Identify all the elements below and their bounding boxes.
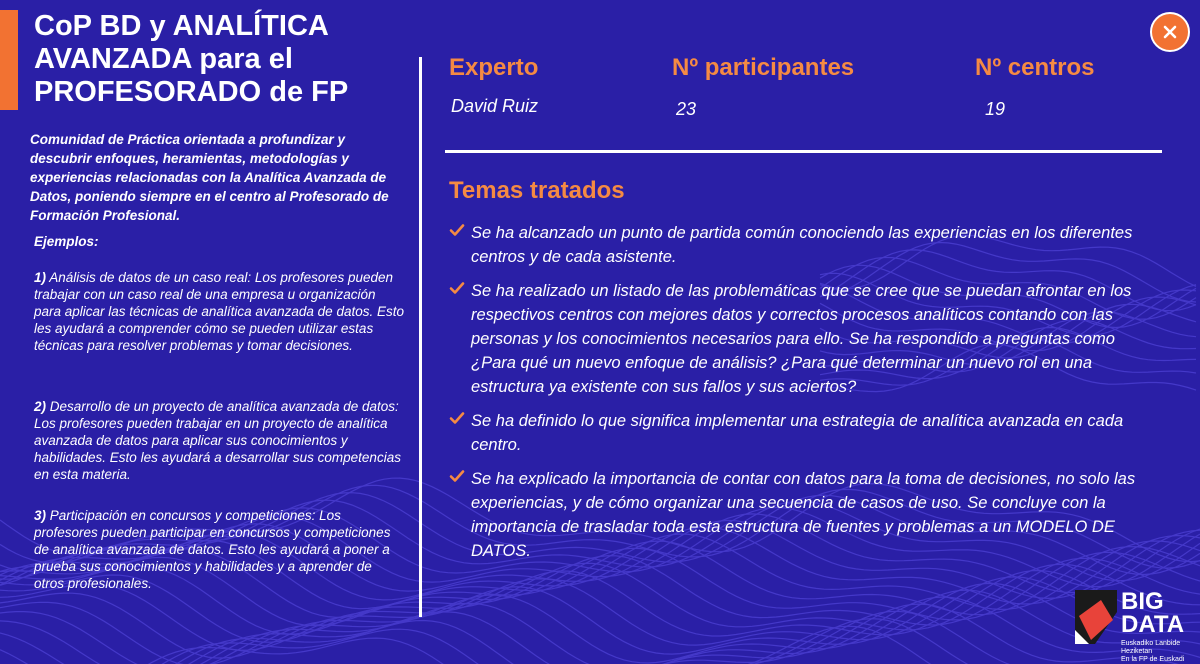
topic-item <box>449 279 1149 399</box>
example-text: Participación en concursos y competiciones: Los profesores pueden participar en concursos y competiciones de analítica avanzada de datos. Esto les ayudará a poner a prueba sus conocimientos y habilidades y a aprender de otros profesionales. <box>34 508 391 591</box>
page-title: CoP BD y ANALÍTICA AVANZADA para el PROFESORADO de FP <box>34 10 349 108</box>
logo-text: BIG DATA <box>1121 588 1185 638</box>
close-button[interactable] <box>1150 12 1190 52</box>
participants-value: 23 <box>676 99 697 119</box>
topic-text: Se ha realizado un listado de las problemáticas que se cree que se puedan afrontar en los respectivos centros con mejores datos y correctos procesos analíticos contando con las personas y los conocimientos necesarios para ello. Se ha respondido a preguntas como ¿Para qué un nuevo enfoque de análisis? ¿Para qué determinar un nuevo rol en una estructura ya existente con sus fallos y sus aciertos? <box>471 282 1132 396</box>
checkmark-icon <box>449 222 465 238</box>
centers-value: 19 <box>985 99 1006 119</box>
example-number: 2) <box>34 399 47 414</box>
example-number: 3) <box>34 508 47 523</box>
wave-line <box>0 619 1200 664</box>
example-text: Análisis de datos de un caso real: Los profesores pueden trabajar con un caso real de una empresa u organización para aplicar las técnicas de analítica avanzada de datos. Esto les ayudará a comprender cómo se pueden utilizar estas técnicas para resolver problemas y tomar decisiones. <box>34 270 404 353</box>
topic-text: Se ha alcanzado un punto de partida común conociendo las experiencias en los diferentes centros y de cada asistente. <box>471 224 1133 266</box>
expert-label: Experto <box>449 54 539 81</box>
close-icon <box>1162 24 1178 40</box>
checkmark-icon <box>449 280 465 296</box>
topic-item <box>449 467 1149 563</box>
horizontal-divider <box>445 150 1162 153</box>
example-number: 1) <box>34 270 47 285</box>
bigdata-logo-icon <box>1075 590 1117 644</box>
wave-line <box>0 626 1200 664</box>
topic-item <box>449 409 1149 457</box>
checkmark-icon <box>449 410 465 426</box>
example-text: Desarrollo de un proyecto de analítica avanzada de datos: Los profesores pueden trabajar en un proyecto de analítica avanzada de datos para aplicar sus conocimientos y habilidades. Esto les ayudará a desarrollar sus competencias en esta materia. <box>34 399 401 482</box>
vertical-divider <box>419 57 422 617</box>
example-item <box>34 507 404 592</box>
bigdata-logo <box>1075 590 1193 662</box>
title-accent-bar <box>0 10 18 110</box>
example-item <box>34 269 404 354</box>
checkmark-icon <box>449 468 465 484</box>
topics-title: Temas tratados <box>449 177 625 204</box>
topic-item <box>449 221 1149 269</box>
centers-label: Nº centros <box>975 54 1095 81</box>
intro-text: Comunidad de Práctica orientada a profundizar y descubrir enfoques, heramientas, metodologías y experiencias relacionadas con la Analítica Avanzada de Datos, poniendo siempre en el centro al Profesorado de Formación Profesional. <box>30 132 389 223</box>
logo-subtitle: Euskadiko Lanbide Heziketan En la FP de Euskadi <box>1121 640 1185 663</box>
expert-value: David Ruiz <box>451 96 539 116</box>
topics-list <box>449 221 1149 573</box>
topic-text: Se ha definido lo que significa implementar una estrategia de analítica avanzada en cada centro. <box>471 412 1124 454</box>
example-item <box>34 398 404 483</box>
topic-text: Se ha explicado la importancia de contar con datos para la toma de decisiones, no solo las experiencias, y de cómo organizar una secuencia de casos de uso. Se concluye con la importancia de trasladar toda esta estructura de fuentes y problemas a un MODELO DE DATOS. <box>471 470 1136 560</box>
participants-label: Nº participantes <box>672 54 855 81</box>
wave-line <box>0 611 1200 664</box>
examples-heading: Ejemplos: <box>34 234 99 249</box>
